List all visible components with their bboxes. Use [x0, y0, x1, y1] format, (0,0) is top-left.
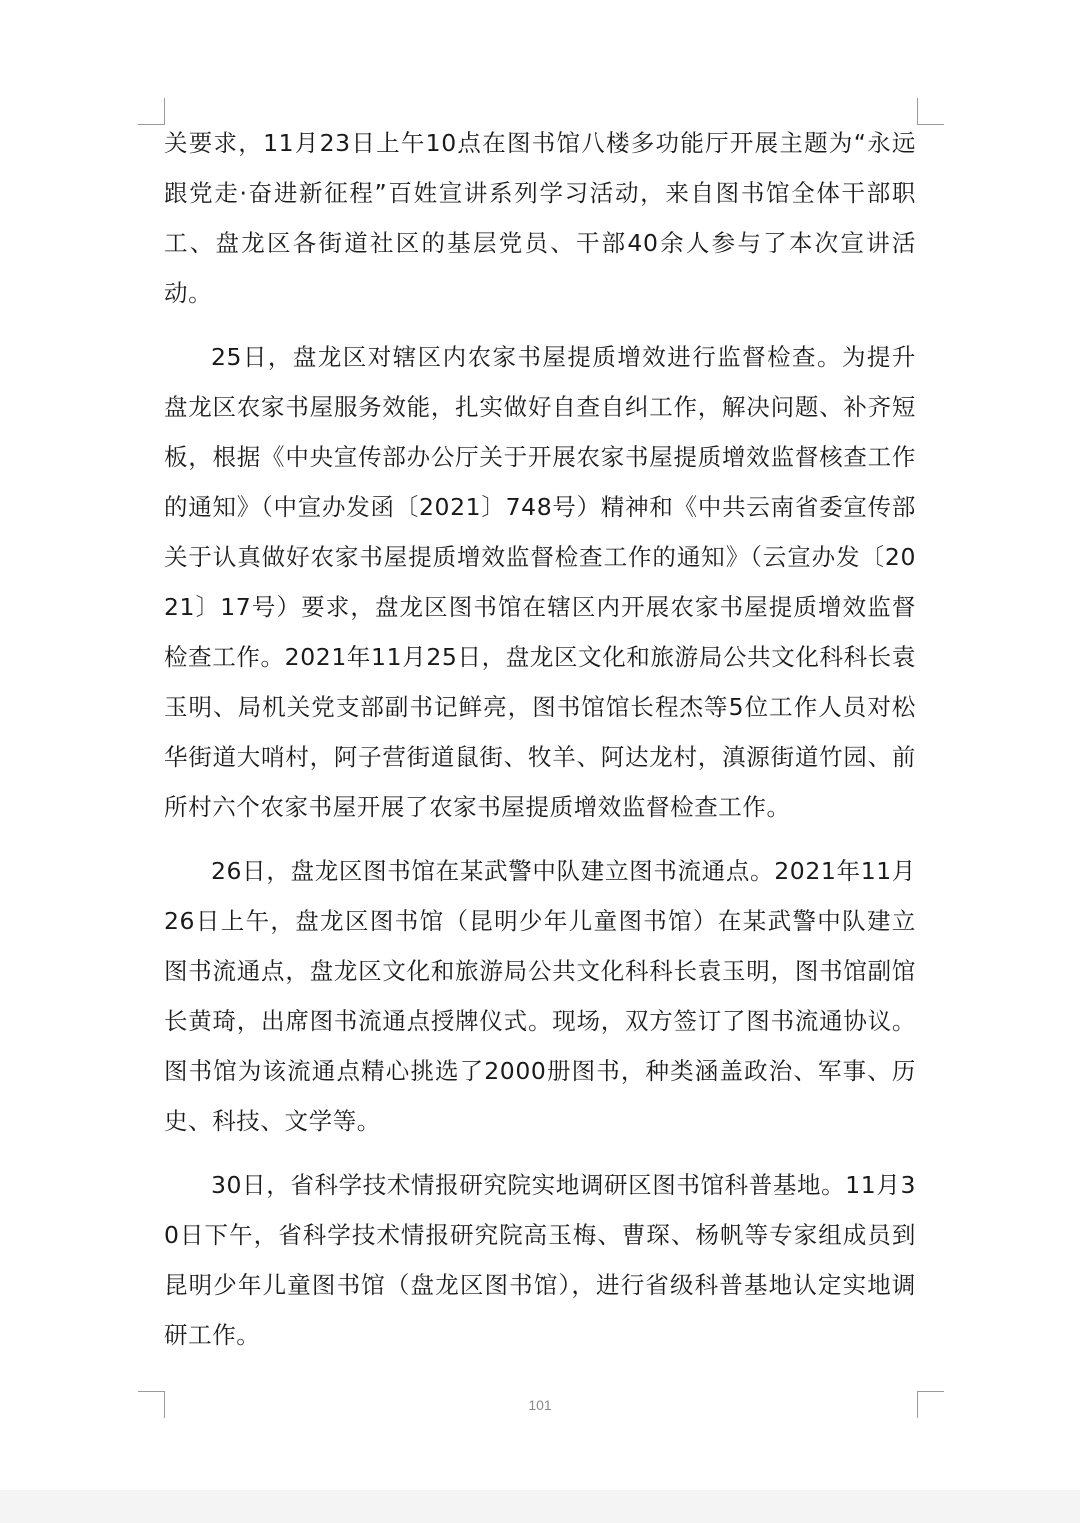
document-body — [164, 118, 916, 1360]
page-number: 101 — [528, 1397, 552, 1413]
crop-mark-top-right — [917, 98, 944, 125]
page-bottom-band — [0, 1490, 1080, 1523]
paragraph-26th: 26日，盘龙区图书馆在某武警中队建立图书流通点。2021年11月26日上午，盘龙区图书馆（昆明少年儿童图书馆）在某武警中队建立图书流通点，盘龙区文化和旅游局公共文化科科长袁玉明，图书馆副馆长黄琦，出席图书流通点授牌仪式。现场，双方签订了图书流通协议。图书馆为该流通点精心挑选了2000册图书，种类涵盖政治、军事、历史、科技、文学等。 — [164, 857, 916, 1135]
paragraph-continued: 关要求，11月23日上午10点在图书馆八楼多功能厅开展主题为“永远跟党走·奋进新征程”百姓宣讲系列学习活动，来自图书馆全体干部职工、盘龙区各街道社区的基层党员、干部40余人参与了本次宣讲活动。 — [164, 129, 916, 307]
paragraph-30th: 30日，省科学技术情报研究院实地调研区图书馆科普基地。11月30日下午，省科学技术情报研究院高玉梅、曹琛、杨帆等专家组成员到昆明少年儿童图书馆（盘龙区图书馆），进行省级科普基地认定实地调研工作。 — [164, 1171, 916, 1349]
paragraph-25th: 25日，盘龙区对辖区内农家书屋提质增效进行监督检查。为提升盘龙区农家书屋服务效能，扎实做好自查自纠工作，解决问题、补齐短板，根据《中央宣传部办公厅关于开展农家书屋提质增效监督核查工作的通知》（中宣办发函〔2021〕748号）精神和《中共云南省委宣传部关于认真做好农家书屋提质增效监督检查工作的通知》（云宣办发〔2021〕17号）要求，盘龙区图书馆在辖区内开展农家书屋提质增效监督检查工作。2021年11月25日，盘龙区文化和旅游局公共文化科科长袁玉明、局机关党支部副书记鲜亮，图书馆馆长程杰等5位工作人员对松华街道大哨村，阿子营街道鼠街、牧羊、阿达龙村，滇源街道竹园、前所村六个农家书屋开展了农家书屋提质增效监督检查工作。 — [164, 343, 916, 821]
crop-mark-top-left — [138, 98, 165, 125]
